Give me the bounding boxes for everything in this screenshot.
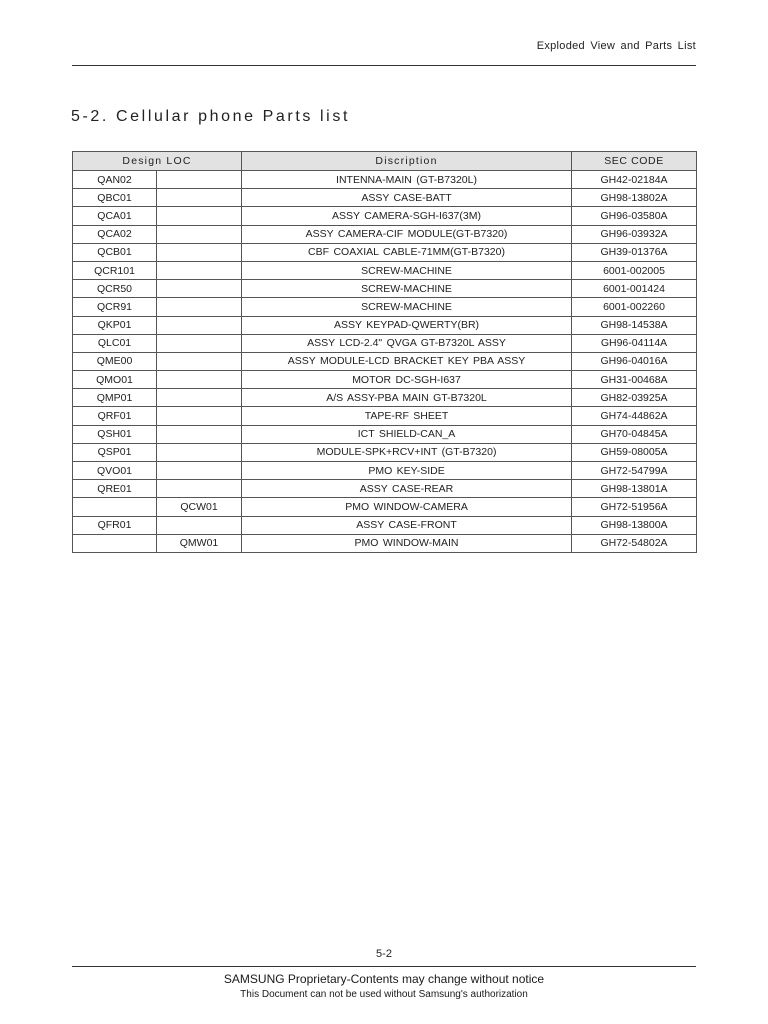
table-row <box>73 334 697 352</box>
design-loc-primary: QMP01 <box>73 389 157 407</box>
design-loc-primary: QVO01 <box>73 462 157 480</box>
design-loc-primary: QME00 <box>73 352 157 370</box>
table-row <box>73 171 697 189</box>
design-loc-primary: QCA02 <box>73 225 157 243</box>
description-cell: ASSY LCD-2.4" QVGA GT-B7320L ASSY <box>242 334 572 352</box>
table-row <box>73 498 697 516</box>
table-row <box>73 480 697 498</box>
description-cell: TAPE-RF SHEET <box>242 407 572 425</box>
design-loc-primary: QSH01 <box>73 425 157 443</box>
description-cell: SCREW-MACHINE <box>242 261 572 279</box>
design-loc-primary: QCR50 <box>73 280 157 298</box>
design-loc-primary: QFR01 <box>73 516 157 534</box>
design-loc-primary: QCB01 <box>73 243 157 261</box>
table-row <box>73 443 697 461</box>
sec-code-cell: GH39-01376A <box>572 243 697 261</box>
header-divider <box>72 65 696 66</box>
design-loc-primary: QRF01 <box>73 407 157 425</box>
design-loc-secondary <box>157 516 242 534</box>
footer-divider <box>72 966 696 967</box>
table-row <box>73 389 697 407</box>
design-loc-primary: QRE01 <box>73 480 157 498</box>
design-loc-secondary <box>157 334 242 352</box>
design-loc-secondary <box>157 389 242 407</box>
design-loc-secondary: QCW01 <box>157 498 242 516</box>
footer-notice: SAMSUNG Proprietary-Contents may change without notice <box>223 972 545 986</box>
sec-code-cell: GH96-03580A <box>572 207 697 225</box>
table-row <box>73 280 697 298</box>
design-loc-primary: QSP01 <box>73 443 157 461</box>
sec-code-cell: GH96-03932A <box>572 225 697 243</box>
table-row <box>73 298 697 316</box>
design-loc-secondary <box>157 480 242 498</box>
design-loc-secondary <box>157 462 242 480</box>
parts-table-body <box>73 171 697 553</box>
footer-authorization: This Document can not be used without Samsung's authorization <box>240 989 528 1000</box>
sec-code-cell: GH82-03925A <box>572 389 697 407</box>
design-loc-secondary <box>157 189 242 207</box>
column-header-design-loc: Design LOC <box>73 152 242 171</box>
design-loc-primary <box>73 534 157 552</box>
description-cell: CBF COAXIAL CABLE-71MM(GT-B7320) <box>242 243 572 261</box>
sec-code-cell: GH98-14538A <box>572 316 697 334</box>
sec-code-cell: GH98-13802A <box>572 189 697 207</box>
design-loc-primary <box>73 498 157 516</box>
sec-code-cell: GH74-44862A <box>572 407 697 425</box>
design-loc-secondary <box>157 316 242 334</box>
description-cell: ASSY CAMERA-CIF MODULE(GT-B7320) <box>242 225 572 243</box>
design-loc-secondary <box>157 425 242 443</box>
description-cell: ASSY MODULE-LCD BRACKET KEY PBA ASSY <box>242 352 572 370</box>
design-loc-primary: QKP01 <box>73 316 157 334</box>
table-row <box>73 534 697 552</box>
description-cell: ASSY CASE-FRONT <box>242 516 572 534</box>
design-loc-secondary <box>157 243 242 261</box>
table-row <box>73 225 697 243</box>
table-row <box>73 261 697 279</box>
design-loc-primary: QBC01 <box>73 189 157 207</box>
page-number: 5-2 <box>376 948 392 960</box>
design-loc-secondary <box>157 171 242 189</box>
table-row <box>73 407 697 425</box>
sec-code-cell: GH72-51956A <box>572 498 697 516</box>
description-cell: MODULE-SPK+RCV+INT (GT-B7320) <box>242 443 572 461</box>
design-loc-secondary <box>157 298 242 316</box>
design-loc-primary: QLC01 <box>73 334 157 352</box>
table-row <box>73 425 697 443</box>
table-row <box>73 207 697 225</box>
description-cell: PMO WINDOW-MAIN <box>242 534 572 552</box>
design-loc-primary: QCR91 <box>73 298 157 316</box>
table-header-row <box>73 152 697 171</box>
sec-code-cell: GH59-08005A <box>572 443 697 461</box>
description-cell: SCREW-MACHINE <box>242 298 572 316</box>
description-cell: ASSY KEYPAD-QWERTY(BR) <box>242 316 572 334</box>
table-row <box>73 462 697 480</box>
description-cell: INTENNA-MAIN (GT-B7320L) <box>242 171 572 189</box>
running-header: Exploded View and Parts List <box>536 40 696 52</box>
design-loc-primary: QCA01 <box>73 207 157 225</box>
description-cell: SCREW-MACHINE <box>242 280 572 298</box>
table-row <box>73 352 697 370</box>
sec-code-cell: GH96-04114A <box>572 334 697 352</box>
design-loc-secondary <box>157 207 242 225</box>
design-loc-primary: QMO01 <box>73 371 157 389</box>
design-loc-secondary <box>157 261 242 279</box>
design-loc-secondary: QMW01 <box>157 534 242 552</box>
description-cell: ASSY CAMERA-SGH-I637(3M) <box>242 207 572 225</box>
design-loc-secondary <box>157 225 242 243</box>
design-loc-secondary <box>157 443 242 461</box>
design-loc-primary: QAN02 <box>73 171 157 189</box>
description-cell: PMO WINDOW-CAMERA <box>242 498 572 516</box>
sec-code-cell: GH98-13801A <box>572 480 697 498</box>
column-header-description: Discription <box>242 152 572 171</box>
description-cell: ASSY CASE-REAR <box>242 480 572 498</box>
sec-code-cell: 6001-002005 <box>572 261 697 279</box>
table-row <box>73 316 697 334</box>
design-loc-secondary <box>157 352 242 370</box>
column-header-sec-code: SEC CODE <box>572 152 697 171</box>
description-cell: MOTOR DC-SGH-I637 <box>242 371 572 389</box>
parts-table <box>72 151 697 553</box>
description-cell: A/S ASSY-PBA MAIN GT-B7320L <box>242 389 572 407</box>
design-loc-secondary <box>157 371 242 389</box>
sec-code-cell: GH72-54799A <box>572 462 697 480</box>
sec-code-cell: GH42-02184A <box>572 171 697 189</box>
table-row <box>73 371 697 389</box>
description-cell: PMO KEY-SIDE <box>242 462 572 480</box>
table-row <box>73 189 697 207</box>
sec-code-cell: GH96-04016A <box>572 352 697 370</box>
design-loc-primary: QCR101 <box>73 261 157 279</box>
description-cell: ASSY CASE-BATT <box>242 189 572 207</box>
sec-code-cell: GH70-04845A <box>572 425 697 443</box>
design-loc-secondary <box>157 407 242 425</box>
sec-code-cell: GH31-00468A <box>572 371 697 389</box>
sec-code-cell: 6001-001424 <box>572 280 697 298</box>
table-row <box>73 243 697 261</box>
sec-code-cell: GH72-54802A <box>572 534 697 552</box>
sec-code-cell: 6001-002260 <box>572 298 697 316</box>
description-cell: ICT SHIELD-CAN_A <box>242 425 572 443</box>
table-row <box>73 516 697 534</box>
section-title: 5-2. Cellular phone Parts list <box>71 108 350 125</box>
design-loc-secondary <box>157 280 242 298</box>
sec-code-cell: GH98-13800A <box>572 516 697 534</box>
